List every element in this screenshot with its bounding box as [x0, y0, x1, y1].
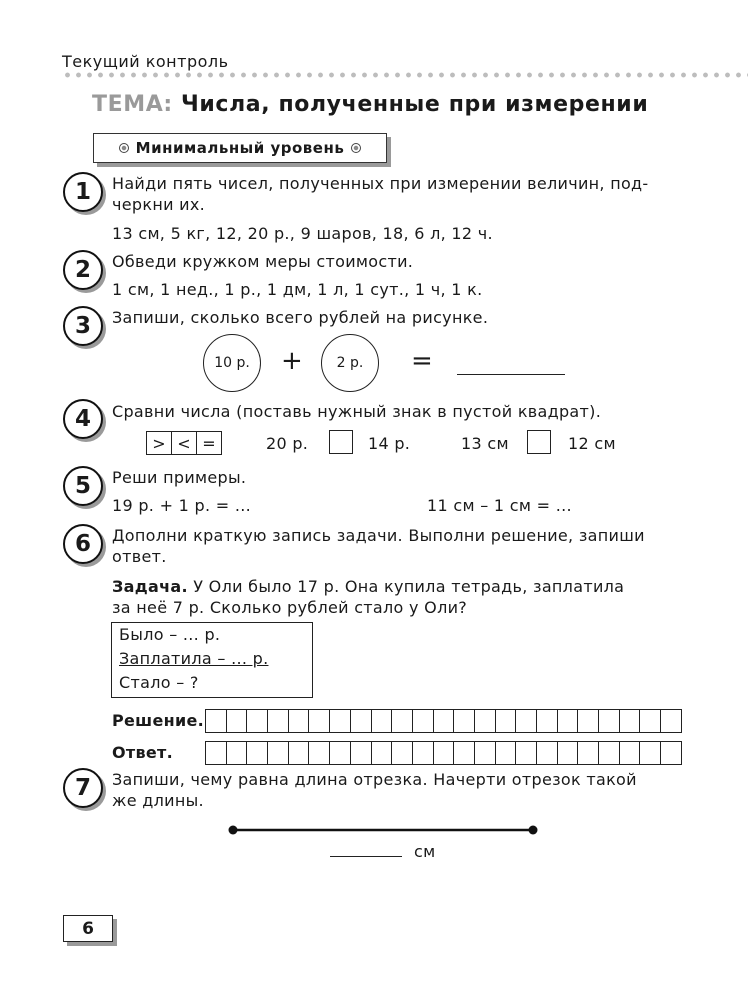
- topic-heading: [92, 92, 648, 117]
- grid-cell[interactable]: [496, 742, 517, 764]
- example-2: 11 см – 1 см = ...: [427, 496, 572, 515]
- task-4-text: Сравни числа (поставь нужный знак в пустой квадрат).: [112, 402, 602, 421]
- grid-cell[interactable]: [516, 742, 537, 764]
- equals-sign: =: [411, 346, 433, 376]
- grid-cell[interactable]: [206, 742, 227, 764]
- coin-10-rub: 10 р.: [203, 334, 261, 392]
- grid-cell[interactable]: [351, 742, 372, 764]
- task-number-3: 3: [63, 306, 103, 346]
- grid-cell[interactable]: [372, 710, 393, 732]
- task-number-2: 2: [63, 250, 103, 290]
- task-2-items[interactable]: 1 см, 1 нед., 1 р., 1 дм, 1 л, 1 сут., 1 ч, 1 к.: [112, 280, 483, 299]
- compare-right-2: 12 см: [568, 434, 616, 453]
- grid-cell[interactable]: [351, 710, 372, 732]
- task-number-5: 5: [63, 466, 103, 506]
- solution-label: Решение.: [112, 711, 205, 730]
- grid-cell[interactable]: [475, 710, 496, 732]
- grid-cell[interactable]: [268, 710, 289, 732]
- compare-box-1[interactable]: [329, 430, 353, 454]
- grid-cell[interactable]: [599, 710, 620, 732]
- solution-grid[interactable]: [205, 709, 682, 733]
- answer-grid[interactable]: [205, 741, 682, 765]
- greater-sign: >: [152, 433, 166, 453]
- task-number-7: 7: [63, 768, 103, 808]
- grid-cell[interactable]: [268, 742, 289, 764]
- answer-label: Ответ.: [112, 743, 174, 762]
- grid-cell[interactable]: [558, 742, 579, 764]
- grid-cell[interactable]: [454, 742, 475, 764]
- grid-cell[interactable]: [620, 710, 641, 732]
- segment-endpoint-right: [529, 826, 538, 835]
- grid-cell[interactable]: [309, 710, 330, 732]
- length-unit: см: [414, 842, 436, 861]
- grid-cell[interactable]: [309, 742, 330, 764]
- task-5-text: Реши примеры.: [112, 468, 247, 487]
- compare-left-2: 13 см: [461, 434, 509, 453]
- problem-label: Задача.: [112, 577, 188, 596]
- task-7-text-line1: Запиши, чему равна длина отрезка. Начерти отрезок такой: [112, 770, 637, 789]
- segment-figure: [225, 822, 541, 838]
- task-1-items[interactable]: 13 см, 5 кг, 12, 20 р., 9 шаров, 18, 6 л, 12 ч.: [112, 224, 493, 243]
- compare-box-2[interactable]: [527, 430, 551, 454]
- grid-cell[interactable]: [537, 742, 558, 764]
- grid-cell[interactable]: [620, 742, 641, 764]
- grid-cell[interactable]: [661, 710, 682, 732]
- grid-cell[interactable]: [434, 710, 455, 732]
- segment-endpoint-left: [229, 826, 238, 835]
- page-number: 6: [63, 915, 113, 942]
- topic-text: Числа, полученные при измерении: [181, 92, 649, 117]
- grid-cell[interactable]: [289, 742, 310, 764]
- task-number-4: 4: [63, 399, 103, 439]
- grid-cell[interactable]: [640, 742, 661, 764]
- coin-2-rub: 2 р.: [321, 334, 379, 392]
- task-number-1: 1: [63, 172, 103, 212]
- grid-cell[interactable]: [413, 710, 434, 732]
- less-sign: <: [171, 432, 196, 454]
- grid-cell[interactable]: [330, 710, 351, 732]
- grid-cell[interactable]: [330, 742, 351, 764]
- level-text: Минимальный уровень: [135, 139, 345, 157]
- task-1-text-line2: черкни их.: [112, 195, 206, 214]
- task-1-text-line1: Найди пять чисел, полученных при измерении величин, под-: [112, 174, 649, 193]
- grid-cell[interactable]: [372, 742, 393, 764]
- task-6-text-line1: Дополни краткую запись задачи. Выполни решение, запиши: [112, 526, 645, 545]
- header-title: Текущий контроль: [62, 52, 229, 71]
- grid-cell[interactable]: [454, 710, 475, 732]
- level-badge: [93, 133, 387, 163]
- task-7-text-line2: же длины.: [112, 791, 204, 810]
- comparison-signs: [146, 431, 222, 455]
- grid-cell[interactable]: [434, 742, 455, 764]
- task-number-6: 6: [63, 524, 103, 564]
- bullet-icon: [351, 143, 361, 153]
- compare-right-1: 14 р.: [368, 434, 411, 453]
- problem-text: У Оли было 17 р. Она купила тетрадь, заплатила: [193, 577, 625, 596]
- problem-line2: за неё 7 р. Сколько рублей стало у Оли?: [112, 598, 468, 617]
- equal-sign: =: [196, 432, 221, 454]
- grid-cell[interactable]: [247, 710, 268, 732]
- task-2-text: Обведи кружком меры стоимости.: [112, 252, 414, 271]
- compare-left-1: 20 р.: [266, 434, 309, 453]
- task-3-text: Запиши, сколько всего рублей на рисунке.: [112, 308, 489, 327]
- answer-blank-line[interactable]: [457, 374, 565, 375]
- grid-cell[interactable]: [558, 710, 579, 732]
- grid-cell[interactable]: [227, 742, 248, 764]
- grid-cell[interactable]: [392, 710, 413, 732]
- grid-cell[interactable]: [537, 710, 558, 732]
- grid-cell[interactable]: [289, 710, 310, 732]
- grid-cell[interactable]: [578, 742, 599, 764]
- memo-line-left[interactable]: Стало – ?: [119, 673, 199, 692]
- grid-cell[interactable]: [475, 742, 496, 764]
- grid-cell[interactable]: [661, 742, 682, 764]
- memo-line-was[interactable]: Было – ... р.: [119, 625, 221, 644]
- grid-cell[interactable]: [392, 742, 413, 764]
- grid-cell[interactable]: [516, 710, 537, 732]
- grid-cell[interactable]: [413, 742, 434, 764]
- grid-cell[interactable]: [640, 710, 661, 732]
- problem-line1: [112, 576, 624, 597]
- grid-cell[interactable]: [247, 742, 268, 764]
- grid-cell[interactable]: [227, 710, 248, 732]
- example-1: 19 р. + 1 р. = ...: [112, 496, 252, 515]
- short-record-box: [111, 622, 313, 698]
- memo-line-paid[interactable]: Заплатила – ... р.: [119, 649, 269, 668]
- length-answer-blank[interactable]: [330, 856, 402, 857]
- topic-label: ТЕМА:: [92, 92, 173, 117]
- plus-sign: +: [281, 346, 303, 376]
- bullet-icon: [119, 143, 129, 153]
- grid-cell[interactable]: [206, 710, 227, 732]
- grid-cell[interactable]: [496, 710, 517, 732]
- grid-cell[interactable]: [578, 710, 599, 732]
- task-6-text-line2: ответ.: [112, 547, 167, 566]
- header-dotted-rule: [62, 71, 748, 79]
- grid-cell[interactable]: [599, 742, 620, 764]
